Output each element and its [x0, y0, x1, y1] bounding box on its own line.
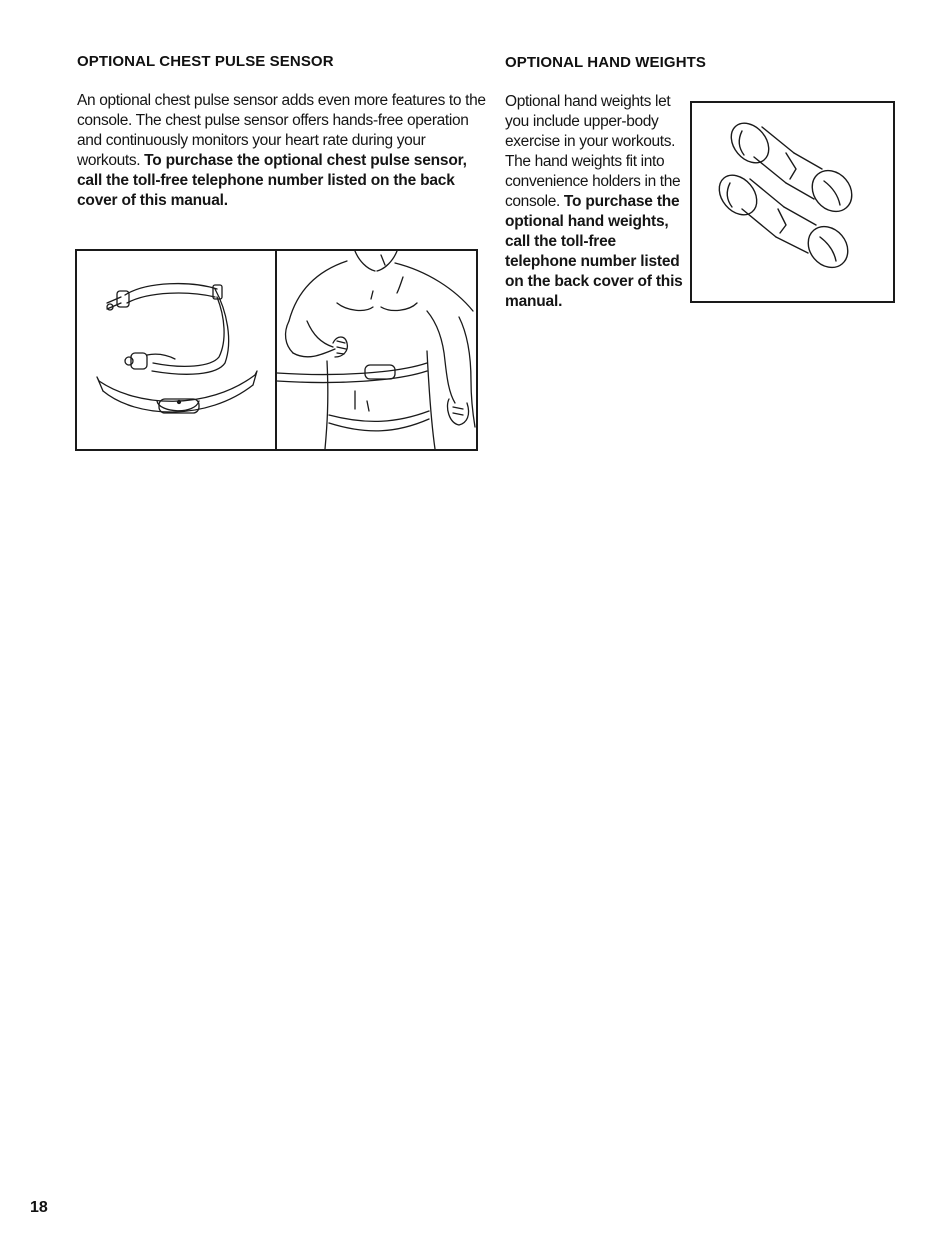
hand-weights-paragraph — [505, 92, 685, 312]
chest-sensor-heading: OPTIONAL CHEST PULSE SENSOR — [77, 53, 334, 70]
chest-sensor-body: An optional chest pulse sensor adds even more features to the console. The chest pulse sensor offers hands-free operation and continuously monitors your heart rate during your workouts. — [77, 92, 486, 169]
hand-weights-figure — [690, 101, 895, 303]
chest-sensor-figure — [75, 249, 478, 451]
chest-strap-sensor-icon — [77, 251, 275, 449]
chest-sensor-paragraph — [77, 91, 487, 211]
chest-sensor-purchase-instruction: To purchase the optional chest pulse sensor, call the toll-free telephone number listed on the back cover of this manual. — [77, 152, 467, 209]
hand-weights-body: Optional hand weights let you include upper-body exercise in your workouts. The hand weights fit into convenience holders in the console. — [505, 93, 681, 210]
person-wearing-chest-strap-icon — [277, 251, 476, 449]
hand-weights-heading: OPTIONAL HAND WEIGHTS — [505, 54, 706, 71]
page-number: 18 — [30, 1199, 48, 1216]
hand-weights-icon — [692, 103, 893, 301]
hand-weights-purchase-instruction: To purchase the optional hand weights, call the toll-free telephone number listed on the back cover of this manual. — [505, 193, 683, 310]
